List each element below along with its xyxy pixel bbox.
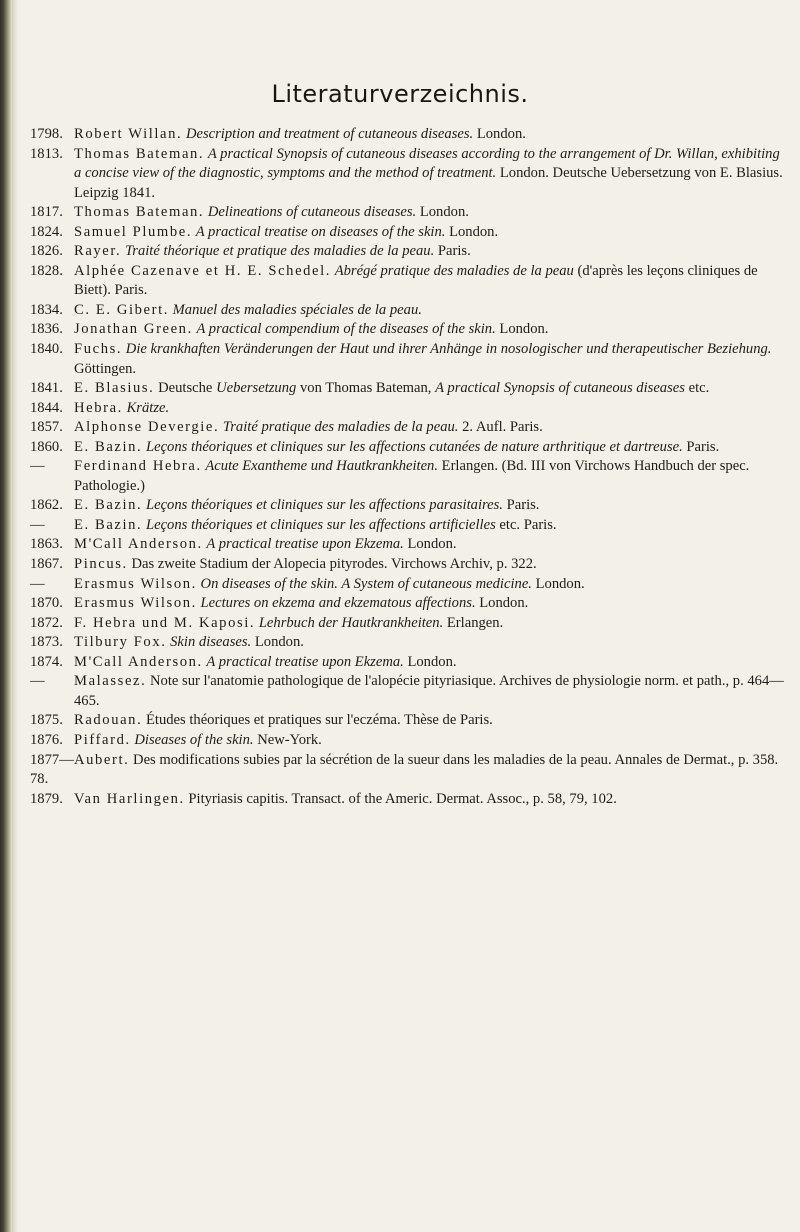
entry-details: etc. Paris. [499,516,557,533]
entry-details: Paris. [686,438,720,455]
entry-year: 1844. [30,399,63,416]
entry-title: Lectures on ekzema and ekzematous affections. [200,595,476,612]
bibliography-entry [30,399,790,419]
page-edge-shadow [12,0,18,1232]
entry-title: Skin diseases. [170,634,252,651]
entry-details: Études théoriques et pratiques sur l'eczéma. Thèse de Paris. [145,712,493,729]
entry-author: E. Blasius. [74,380,155,397]
entry-year: — [30,575,45,592]
entry-title: Leçons théoriques et cliniques sur les affections parasitaires. [145,497,503,514]
entry-title: A practical treatise upon Ekzema. [206,653,404,670]
bibliography-entry [30,594,790,614]
entry-details: Erlangen. [446,614,504,631]
entry-body [74,614,790,634]
entry-body [74,438,790,458]
bibliography-entry [30,242,790,262]
bibliography-entry [30,457,790,496]
entry-body [74,751,790,771]
entry-body [74,555,790,575]
entry-year: 1798. [30,126,63,142]
entry-author: M'Call Anderson. [74,536,203,553]
entry-title: Leçons théoriques et cliniques sur les affections artificielles [145,516,496,533]
entry-title: On diseases of the skin. A System of cutaneous medicine. [200,575,532,592]
entry-year: 1876. [30,731,63,748]
bibliography-entry [30,751,790,790]
entry-year: 1863. [30,536,63,553]
entry-author: Thomas Bateman. [74,145,205,162]
entry-details: Paris. [437,243,471,260]
entry-year: 1826. [30,243,63,260]
entry-year: 1862. [30,497,63,514]
entry-body [74,262,790,301]
entry-year: 1867. [30,556,63,573]
entry-title: Krätze. [126,399,170,416]
entry-body [74,672,790,711]
entry-author: Fuchs. [74,341,123,358]
entry-details: Das zweite Stadium der Alopecia pityrodes. Virchows Archiv, p. 322. [131,556,537,573]
entry-details: London. [479,595,529,612]
entry-author: Pincus. [74,556,128,573]
entry-details: Göttingen. [74,360,137,377]
entry-author: M'Call Anderson. [74,653,203,670]
entry-title: A practical treatise on diseases of the skin. [195,223,446,240]
entry-details: London. [535,575,585,592]
entry-body [74,457,790,496]
bibliography-entry [30,535,790,555]
entry-details: 2. Aufl. Paris. [462,419,543,436]
entry-author: Alphonse Devergie. [74,419,220,436]
entry-body [74,145,790,204]
entry-year: 1841. [30,380,63,397]
entry-title: Leçons théoriques et cliniques sur les affections cutanées de nature arthritique et dartreuse. [145,438,683,455]
entry-title: Die krankhaften Veränderungen der Haut und ihrer Anhänge in nosologischer und therapeutischer Beziehung. [125,341,772,358]
bibliography-entry [30,614,790,634]
entry-body [74,653,790,673]
entry-year: 1872. [30,614,63,631]
entry-author: Robert Willan. [74,126,183,142]
entry-title: A practical treatise upon Ekzema. [206,536,404,553]
entry-author: E. Bazin. [74,516,143,533]
entry-author: Hebra. [74,399,123,416]
entry-author: Erasmus Wilson. [74,595,197,612]
bibliography-entry [30,145,790,204]
entry-year: 1874. [30,653,63,670]
entry-year: 1813. [30,145,63,162]
bibliography-entry [30,633,790,653]
entry-title: Acute Exantheme und Hautkrankheiten. [205,458,438,475]
entry-author: Thomas Bateman. [74,204,205,221]
entry-details: Pityriasis capitis. Transact. of the Americ. Dermat. Assoc., p. 58, 79, 102. [188,790,617,807]
bibliography-entry [30,320,790,340]
entry-details: London. [254,634,304,651]
entry-title: Traité théorique et pratique des maladies de la peau. [124,243,435,260]
entry-body [74,633,790,653]
entry-author: C. E. Gibert. [74,301,169,318]
bibliography-entry [30,672,790,711]
entry-body [74,379,790,399]
bibliography-entry [30,790,790,810]
entry-body [74,203,790,223]
entry-year: 1840. [30,341,63,358]
entry-author: Malassez. [74,673,147,690]
entry-year: — [30,673,45,690]
entry-title: A practical Synopsis of cutaneous diseases according to the arrangement of Dr. Willan, exhibiting a concise view of the diagnostic, symptoms and the method of treatment. [74,145,780,182]
entry-title: Manuel des maladies spéciales de la peau. [172,301,422,318]
entry-author: Radouan. [74,712,143,729]
entry-details: Note sur l'anatomie pathologique de l'alopécie pityriasique. Archives de physiologie norm. et path., p. 464—465. [74,673,784,709]
entry-details: Des modifications subies par la sécrétion de la sueur dans les maladies de la peau. Annales de Dermat., p. 358. [133,751,779,768]
entry-details: New-York. [257,731,322,748]
entry-body [74,575,790,595]
bibliography-entry [30,496,790,516]
entry-details: London. [499,321,549,338]
entry-title: Abrégé pratique des maladies de la peau [334,262,574,279]
entry-year: 1875. [30,712,63,729]
entry-year: 1873. [30,634,63,651]
bibliography-entry [30,301,790,321]
entry-body [74,125,790,145]
entry-details: London. [449,223,499,240]
book-binding-edge [0,0,12,1232]
entry-year: 1860. [30,438,63,455]
bibliography-entry [30,418,790,438]
entry-body [74,340,790,379]
entry-author: Erasmus Wilson. [74,575,197,592]
bibliography-entry [30,223,790,243]
entry-year: 1870. [30,595,63,612]
bibliography-entry [30,379,790,399]
entry-body [74,711,790,731]
entry-body [74,418,790,438]
entry-year: 1857. [30,419,63,436]
entry-details-secondary: etc. [688,380,710,397]
entry-details: (d'après les leçons cliniques de Biett). Paris. [74,262,758,299]
bibliography-entry [30,262,790,301]
entry-year: 1877—78. [30,751,74,788]
bibliography-entry [30,653,790,673]
page-title: Literaturverzeichnis. [271,80,529,108]
bibliography-entry [30,203,790,223]
entry-author: Ferdinand Hebra. [74,458,202,475]
entry-body [74,731,790,751]
entry-author: Jonathan Green. [74,321,193,338]
entry-title: Traité pratique des maladies de la peau. [222,419,459,436]
bibliography-entry [30,438,790,458]
bibliography-entry [30,516,790,536]
entry-title: A practical compendium of the diseases of the skin. [196,321,496,338]
entry-title: Lehrbuch der Hautkrankheiten. [258,614,444,631]
entry-details: Erlangen. (Bd. III von Virchows Handbuch der spec. Pathologie.) [74,458,750,494]
bibliography-list [30,125,790,809]
bibliography-entry [30,575,790,595]
entry-author: E. Bazin. [74,438,143,455]
entry-body [74,242,790,262]
entry-year: — [30,458,45,475]
bibliography-entry [30,340,790,379]
entry-details: London. [407,536,457,553]
entry-year: 1879. [30,790,63,807]
bibliography-entry [30,555,790,575]
entry-author: Tilbury Fox. [74,634,167,651]
entry-year: 1824. [30,223,63,240]
entry-author: Samuel Plumbe. [74,223,193,240]
entry-author: F. Hebra und M. Kaposi. [74,614,256,631]
entry-body [74,223,790,243]
bibliography-entry [30,711,790,731]
entry-title-secondary: A practical Synopsis of cutaneous diseases [435,380,685,397]
entry-body [74,535,790,555]
entry-author: Van Harlingen. [74,790,185,807]
entry-author: Piffard. [74,731,131,748]
entry-year: — [30,516,45,533]
entry-body [74,516,790,536]
entry-author: Aubert. [74,751,130,768]
entry-author: E. Bazin. [74,497,143,514]
entry-body [74,301,790,321]
entry-year: 1817. [30,204,63,221]
entry-title: Uebersetzung [216,380,297,397]
entry-title: Description and treatment of cutaneous diseases. [185,126,474,142]
entry-title: Diseases of the skin. [134,731,254,748]
entry-body [74,496,790,516]
entry-details: London. [407,653,457,670]
entry-year: 1828. [30,262,63,279]
entry-prefix: Deutsche [158,380,213,397]
entry-body [74,594,790,614]
entry-year: 1834. [30,301,63,318]
entry-details: Paris. [506,497,540,514]
entry-details: London. [419,204,469,221]
entry-details: von Thomas Bateman, [299,380,432,397]
bibliography-entry [30,731,790,751]
entry-body [74,399,790,419]
entry-year: 1836. [30,321,63,338]
entry-author: Rayer. [74,243,122,260]
entry-title: Delineations of cutaneous diseases. [207,204,417,221]
bibliography-entry [30,125,790,145]
entry-details: London. Deutsche Uebersetzung von E. Blasius. Leipzig 1841. [74,165,783,201]
entry-body [74,320,790,340]
entry-details: London. [476,126,526,142]
entry-body [74,790,790,810]
entry-author: Alphée Cazenave et H. E. Schedel. [74,262,332,279]
